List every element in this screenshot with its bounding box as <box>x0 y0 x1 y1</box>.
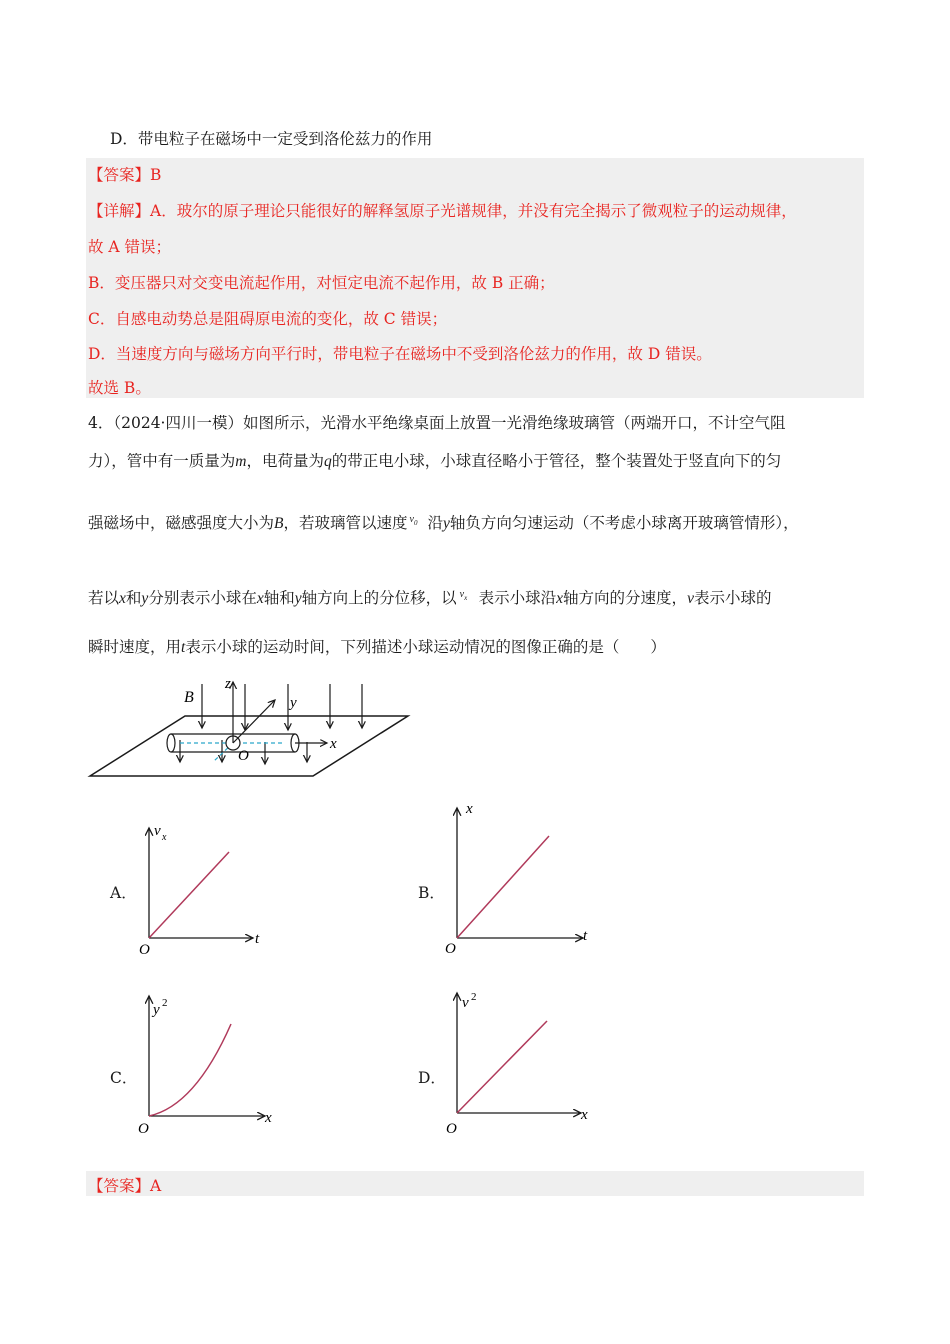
graph-d <box>443 985 598 1140</box>
svg-text:O: O <box>446 1121 457 1137</box>
detail-label: 【详解】 <box>88 202 151 220</box>
detail-line-2: 故 A 错误； <box>88 238 172 256</box>
svg-text:x: x <box>265 1110 272 1126</box>
detail-line-1: 【详解】A．玻尔的原子理论只能很好的解释氢原子光谱规律，并没有完全揭示了微观粒子的运动规律， <box>88 202 797 220</box>
svg-text:O: O <box>138 1121 149 1137</box>
svg-text:x: x <box>162 832 167 843</box>
graph-c-curve <box>149 1024 231 1116</box>
graph-a <box>135 818 275 958</box>
option-d-text: D．带电粒子在磁场中一定受到洛伦兹力的作用 <box>110 130 433 148</box>
svg-text:t: t <box>255 931 260 947</box>
svg-text:y: y <box>153 1002 160 1018</box>
graph-a-line <box>149 852 229 938</box>
svg-text:x: x <box>581 1107 588 1123</box>
question-4-line-2: 力），管中有一质量为m，电荷量为q的带正电小球，小球直径略小于管径，整个装置处于竖直向下的匀 <box>88 452 782 470</box>
graph-d-line <box>457 1021 547 1113</box>
graph-b <box>443 798 593 958</box>
svg-text:v: v <box>462 995 469 1011</box>
label-y: y <box>290 695 297 711</box>
option-d-label: D． <box>418 1069 446 1087</box>
svg-text:2: 2 <box>162 997 168 1009</box>
svg-text:O: O <box>445 941 456 957</box>
answer-2: 【答案】A <box>88 1177 162 1195</box>
svg-text:t: t <box>583 928 588 944</box>
answer-1 <box>88 163 161 185</box>
option-c-label: C． <box>110 1069 138 1087</box>
detail-line-5: D．当速度方向与磁场方向平行时，带电粒子在磁场中不受到洛伦兹力的作用，故 D 错误。 <box>88 345 712 363</box>
answer-label: 【答案】 <box>88 166 151 184</box>
option-a-label: A． <box>110 884 137 902</box>
label-O: O <box>238 748 249 764</box>
question-4-line-3: 强磁场中，磁感强度大小为B，若玻璃管以速度 $v_0$ 沿y轴负方向匀速运动（不考虑小球离开玻璃管情形）， <box>88 514 799 532</box>
svg-text:v: v <box>154 823 161 839</box>
question-4-line-4: 若以x和y分别表示小球在x轴和y轴方向上的分位移，以 $v_x$ 表示小球沿x轴方向的分速度，v表示小球的 <box>88 589 772 607</box>
detail-line-6: 故选 B。 <box>88 379 151 397</box>
question-4-line-1: 4．（2024·四川一模）如图所示，光滑水平绝缘桌面上放置一光滑绝缘玻璃管（两端开口，不计空气阻 <box>88 414 786 432</box>
svg-text:x: x <box>466 801 473 817</box>
label-x: x <box>330 736 337 752</box>
label-z: z <box>225 676 231 692</box>
apparatus-figure <box>85 672 415 782</box>
detail-line-3: B．变压器只对交变电流起作用，对恒定电流不起作用，故 B 正确； <box>88 274 555 292</box>
v0-symbol: $v_0$ <box>409 514 418 527</box>
svg-text:O: O <box>139 942 150 958</box>
detail-line-4: C．自感电动势总是阻碍原电流的变化，故 C 错误； <box>88 310 448 328</box>
option-b-label: B． <box>418 884 445 902</box>
table-plane <box>90 716 408 776</box>
question-4-line-5: 瞬时速度，用t表示小球的运动时间，下列描述小球运动情况的图像正确的是（ ） <box>88 638 666 656</box>
answer-block-2 <box>86 1171 864 1196</box>
label-B: B <box>184 689 194 706</box>
answer-value: B <box>150 166 162 184</box>
svg-text:2: 2 <box>471 991 477 1003</box>
graph-c <box>135 988 285 1138</box>
vx-symbol: $v_x$ <box>459 589 468 602</box>
graph-b-line <box>457 836 549 938</box>
